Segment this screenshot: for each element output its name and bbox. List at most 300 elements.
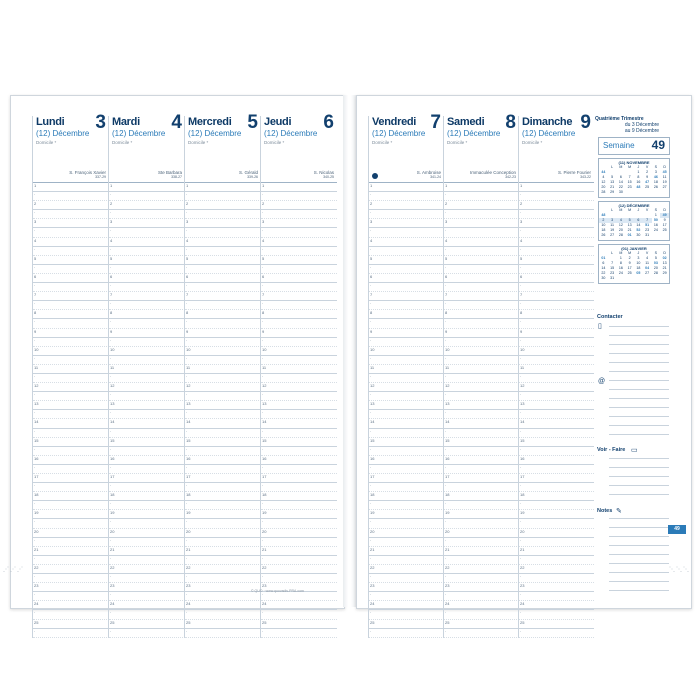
time-row[interactable]	[33, 238, 109, 247]
time-row[interactable]	[444, 264, 522, 274]
writing-line[interactable]	[609, 536, 669, 537]
time-row[interactable]	[369, 529, 444, 538]
time-row[interactable]	[519, 565, 594, 574]
time-row[interactable]	[185, 401, 261, 410]
time-row[interactable]	[185, 301, 264, 310]
time-row[interactable]	[369, 392, 447, 401]
time-row[interactable]	[519, 583, 594, 592]
time-row[interactable]	[185, 547, 261, 556]
writing-line[interactable]	[609, 581, 669, 582]
time-row[interactable]	[369, 574, 447, 583]
time-row[interactable]	[109, 628, 188, 638]
time-row[interactable]	[185, 373, 264, 383]
time-row[interactable]	[261, 447, 337, 456]
time-row[interactable]	[109, 483, 188, 492]
time-row[interactable]	[33, 519, 112, 528]
time-row[interactable]	[109, 246, 188, 256]
time-row[interactable]	[444, 537, 522, 547]
time-row[interactable]	[519, 283, 594, 292]
time-row[interactable]	[185, 438, 261, 447]
time-row[interactable]	[519, 501, 594, 510]
time-row[interactable]	[369, 410, 447, 419]
time-row[interactable]	[369, 610, 447, 619]
time-row[interactable]	[261, 338, 337, 347]
time-row[interactable]	[519, 365, 594, 374]
time-row[interactable]	[185, 419, 261, 428]
time-row[interactable]	[261, 492, 337, 501]
time-row[interactable]	[261, 292, 337, 301]
time-row[interactable]	[185, 355, 264, 365]
time-row[interactable]	[261, 519, 337, 528]
time-row[interactable]	[33, 592, 112, 601]
time-row[interactable]	[519, 338, 594, 347]
time-row[interactable]	[369, 492, 444, 501]
writing-line[interactable]	[609, 326, 669, 327]
time-row[interactable]	[261, 265, 337, 274]
time-row[interactable]	[109, 583, 185, 592]
time-row[interactable]	[33, 419, 109, 428]
time-row[interactable]	[369, 373, 447, 383]
time-row[interactable]	[261, 310, 337, 319]
time-row[interactable]	[444, 555, 522, 565]
time-row[interactable]	[33, 228, 112, 237]
time-row[interactable]	[261, 319, 337, 328]
time-row[interactable]	[33, 256, 109, 265]
time-row[interactable]	[369, 201, 444, 210]
time-row[interactable]	[261, 192, 337, 201]
time-row[interactable]	[444, 355, 522, 365]
time-row[interactable]	[444, 483, 522, 492]
time-row[interactable]	[261, 501, 337, 510]
time-row[interactable]	[519, 456, 594, 465]
time-row[interactable]	[33, 565, 109, 574]
time-row[interactable]	[109, 383, 185, 392]
time-row[interactable]	[519, 519, 594, 528]
time-row[interactable]	[444, 501, 522, 510]
time-row[interactable]	[33, 537, 112, 547]
time-row[interactable]	[444, 201, 519, 210]
time-row[interactable]	[33, 510, 109, 519]
time-row[interactable]	[33, 365, 109, 374]
time-row[interactable]	[369, 438, 444, 447]
time-row[interactable]	[185, 519, 264, 528]
time-row[interactable]	[185, 292, 261, 301]
time-row[interactable]	[444, 210, 522, 219]
writing-line[interactable]	[609, 527, 669, 528]
time-row[interactable]	[369, 319, 447, 328]
time-row[interactable]	[109, 537, 188, 547]
time-row[interactable]	[33, 410, 112, 419]
time-row[interactable]	[33, 392, 112, 401]
time-row[interactable]	[261, 429, 337, 438]
time-row[interactable]	[444, 464, 522, 474]
time-row[interactable]	[185, 555, 264, 565]
time-row[interactable]	[33, 620, 109, 629]
time-row[interactable]	[261, 565, 337, 574]
time-row[interactable]	[444, 337, 522, 347]
time-row[interactable]	[261, 410, 337, 419]
writing-line[interactable]	[609, 380, 669, 381]
time-row[interactable]	[519, 210, 594, 219]
time-row[interactable]	[261, 283, 337, 292]
time-row[interactable]	[369, 419, 444, 428]
time-row[interactable]	[185, 274, 261, 283]
time-row[interactable]	[519, 401, 594, 410]
time-row[interactable]	[33, 501, 112, 510]
time-row[interactable]	[109, 456, 185, 465]
time-row[interactable]	[369, 192, 447, 201]
time-row[interactable]	[109, 301, 188, 310]
time-row[interactable]	[369, 565, 444, 574]
time-row[interactable]	[261, 383, 337, 392]
time-row[interactable]	[519, 292, 594, 301]
time-row[interactable]	[33, 583, 109, 592]
time-row[interactable]	[444, 410, 522, 419]
time-row[interactable]	[369, 474, 444, 483]
time-row[interactable]	[109, 401, 185, 410]
time-row[interactable]	[369, 555, 447, 565]
time-row[interactable]	[185, 628, 264, 638]
time-row[interactable]	[519, 201, 594, 210]
time-row[interactable]	[109, 529, 185, 538]
time-row[interactable]	[109, 419, 185, 428]
time-row[interactable]	[109, 428, 188, 438]
time-row[interactable]	[109, 410, 188, 419]
time-row[interactable]	[369, 210, 447, 219]
time-row[interactable]	[261, 547, 337, 556]
writing-line[interactable]	[609, 425, 669, 426]
time-row[interactable]	[109, 592, 188, 601]
time-row[interactable]	[519, 301, 594, 310]
time-row[interactable]	[261, 601, 337, 610]
time-row[interactable]	[33, 283, 112, 292]
time-row[interactable]	[261, 201, 337, 210]
time-row[interactable]	[519, 483, 594, 492]
time-row[interactable]	[369, 446, 447, 456]
time-row[interactable]	[261, 183, 337, 192]
writing-line[interactable]	[609, 485, 669, 486]
time-row[interactable]	[369, 519, 447, 528]
time-row[interactable]	[33, 319, 112, 328]
time-row[interactable]	[444, 383, 519, 392]
time-row[interactable]	[185, 228, 264, 237]
writing-line[interactable]	[609, 353, 669, 354]
time-row[interactable]	[185, 264, 264, 274]
time-row[interactable]	[444, 592, 522, 601]
time-row[interactable]	[33, 610, 112, 619]
time-row[interactable]	[185, 201, 261, 210]
writing-line[interactable]	[609, 545, 669, 546]
time-row[interactable]	[185, 410, 264, 419]
time-row[interactable]	[109, 228, 188, 237]
time-row[interactable]	[444, 601, 519, 610]
time-row[interactable]	[444, 519, 522, 528]
time-row[interactable]	[185, 210, 264, 219]
time-row[interactable]	[109, 601, 185, 610]
time-row[interactable]	[33, 347, 109, 356]
time-row[interactable]	[261, 401, 337, 410]
time-row[interactable]	[109, 547, 185, 556]
time-row[interactable]	[519, 629, 594, 638]
time-row[interactable]	[369, 510, 444, 519]
time-row[interactable]	[185, 283, 264, 292]
writing-line[interactable]	[609, 389, 669, 390]
time-row[interactable]	[261, 329, 337, 338]
time-row[interactable]	[261, 356, 337, 365]
time-row[interactable]	[109, 192, 188, 201]
time-row[interactable]	[33, 474, 109, 483]
time-row[interactable]	[33, 264, 112, 274]
time-row[interactable]	[109, 238, 185, 247]
time-row[interactable]	[109, 365, 185, 374]
time-row[interactable]	[369, 464, 447, 474]
time-row[interactable]	[444, 392, 522, 401]
time-row[interactable]	[519, 620, 594, 629]
time-row[interactable]	[185, 310, 261, 319]
time-row[interactable]	[109, 274, 185, 283]
time-row[interactable]	[33, 456, 109, 465]
time-row[interactable]	[261, 474, 337, 483]
time-row[interactable]	[33, 201, 109, 210]
time-row[interactable]	[109, 292, 185, 301]
time-row[interactable]	[369, 501, 447, 510]
time-row[interactable]	[109, 264, 188, 274]
time-row[interactable]	[261, 347, 337, 356]
time-row[interactable]	[109, 283, 188, 292]
time-row[interactable]	[109, 256, 185, 265]
time-row[interactable]	[33, 183, 109, 192]
time-row[interactable]	[369, 274, 444, 283]
writing-line[interactable]	[609, 518, 669, 519]
writing-line[interactable]	[609, 554, 669, 555]
time-row[interactable]	[444, 428, 522, 438]
time-row[interactable]	[261, 365, 337, 374]
time-row[interactable]	[369, 219, 444, 228]
time-row[interactable]	[185, 219, 261, 228]
time-row[interactable]	[261, 392, 337, 401]
time-row[interactable]	[369, 583, 444, 592]
time-row[interactable]	[185, 510, 261, 519]
time-row[interactable]	[261, 301, 337, 310]
time-row[interactable]	[519, 183, 594, 192]
time-row[interactable]	[261, 256, 337, 265]
time-row[interactable]	[185, 383, 261, 392]
time-row[interactable]	[519, 310, 594, 319]
time-row[interactable]	[369, 283, 447, 292]
time-row[interactable]	[33, 192, 112, 201]
time-row[interactable]	[33, 483, 112, 492]
time-row[interactable]	[109, 347, 185, 356]
time-row[interactable]	[185, 428, 264, 438]
writing-line[interactable]	[609, 407, 669, 408]
time-row[interactable]	[185, 337, 264, 347]
time-row[interactable]	[33, 355, 112, 365]
time-row[interactable]	[185, 592, 264, 601]
time-row[interactable]	[261, 629, 337, 638]
time-row[interactable]	[185, 492, 261, 501]
time-row[interactable]	[519, 228, 594, 237]
time-row[interactable]	[185, 392, 264, 401]
time-row[interactable]	[261, 228, 337, 237]
time-row[interactable]	[185, 601, 261, 610]
time-row[interactable]	[519, 392, 594, 401]
time-row[interactable]	[519, 592, 594, 601]
time-row[interactable]	[109, 319, 188, 328]
time-row[interactable]	[261, 247, 337, 256]
time-row[interactable]	[519, 374, 594, 383]
time-row[interactable]	[185, 583, 261, 592]
time-row[interactable]	[369, 256, 444, 265]
time-row[interactable]	[519, 465, 594, 474]
time-row[interactable]	[109, 219, 185, 228]
time-row[interactable]	[369, 547, 444, 556]
writing-line[interactable]	[609, 458, 669, 459]
time-row[interactable]	[185, 347, 261, 356]
writing-line[interactable]	[609, 572, 669, 573]
time-row[interactable]	[444, 238, 519, 247]
time-row[interactable]	[444, 283, 522, 292]
time-row[interactable]	[444, 438, 519, 447]
time-row[interactable]	[185, 192, 264, 201]
time-row[interactable]	[444, 419, 519, 428]
writing-line[interactable]	[609, 434, 669, 435]
time-row[interactable]	[109, 310, 185, 319]
time-row[interactable]	[109, 438, 185, 447]
time-row[interactable]	[109, 446, 188, 456]
time-row[interactable]	[261, 483, 337, 492]
time-row[interactable]	[109, 501, 188, 510]
time-row[interactable]	[185, 565, 261, 574]
time-row[interactable]	[185, 365, 261, 374]
time-row[interactable]	[369, 355, 447, 365]
time-row[interactable]	[444, 228, 522, 237]
time-row[interactable]	[519, 192, 594, 201]
time-row[interactable]	[444, 474, 519, 483]
time-row[interactable]	[109, 620, 185, 629]
time-row[interactable]	[33, 329, 109, 338]
time-row[interactable]	[444, 565, 519, 574]
time-row[interactable]	[519, 274, 594, 283]
writing-line[interactable]	[609, 590, 669, 591]
time-row[interactable]	[109, 519, 188, 528]
time-row[interactable]	[369, 537, 447, 547]
time-row[interactable]	[444, 610, 522, 619]
time-row[interactable]	[369, 292, 444, 301]
time-row[interactable]	[33, 446, 112, 456]
time-row[interactable]	[185, 483, 264, 492]
writing-line[interactable]	[609, 335, 669, 336]
time-row[interactable]	[444, 547, 519, 556]
time-row[interactable]	[185, 456, 261, 465]
time-row[interactable]	[33, 246, 112, 256]
time-row[interactable]	[261, 529, 337, 538]
time-row[interactable]	[261, 620, 337, 629]
time-row[interactable]	[109, 329, 185, 338]
writing-line[interactable]	[609, 416, 669, 417]
time-row[interactable]	[519, 447, 594, 456]
time-row[interactable]	[519, 265, 594, 274]
time-row[interactable]	[369, 383, 444, 392]
time-row[interactable]	[444, 292, 519, 301]
time-row[interactable]	[261, 574, 337, 583]
time-row[interactable]	[519, 256, 594, 265]
time-row[interactable]	[444, 329, 519, 338]
time-row[interactable]	[261, 556, 337, 565]
time-row[interactable]	[261, 456, 337, 465]
time-row[interactable]	[369, 301, 447, 310]
time-row[interactable]	[369, 264, 447, 274]
time-row[interactable]	[185, 256, 261, 265]
time-row[interactable]	[369, 246, 447, 256]
time-row[interactable]	[444, 446, 522, 456]
time-row[interactable]	[444, 456, 519, 465]
time-row[interactable]	[444, 301, 522, 310]
time-row[interactable]	[444, 510, 519, 519]
time-row[interactable]	[369, 238, 444, 247]
time-row[interactable]	[33, 428, 112, 438]
time-row[interactable]	[109, 355, 188, 365]
time-row[interactable]	[185, 574, 264, 583]
time-row[interactable]	[369, 183, 444, 192]
time-row[interactable]	[444, 529, 519, 538]
time-row[interactable]	[109, 492, 185, 501]
time-row[interactable]	[185, 319, 264, 328]
time-row[interactable]	[33, 555, 112, 565]
time-row[interactable]	[369, 428, 447, 438]
time-row[interactable]	[519, 219, 594, 228]
time-row[interactable]	[519, 538, 594, 547]
time-row[interactable]	[519, 319, 594, 328]
time-row[interactable]	[33, 438, 109, 447]
time-row[interactable]	[444, 192, 522, 201]
writing-line[interactable]	[609, 467, 669, 468]
time-row[interactable]	[519, 383, 594, 392]
time-row[interactable]	[444, 401, 519, 410]
time-row[interactable]	[185, 610, 264, 619]
time-row[interactable]	[261, 274, 337, 283]
time-row[interactable]	[261, 238, 337, 247]
time-row[interactable]	[33, 310, 109, 319]
time-row[interactable]	[109, 610, 188, 619]
time-row[interactable]	[261, 374, 337, 383]
writing-line[interactable]	[609, 476, 669, 477]
time-row[interactable]	[519, 574, 594, 583]
time-row[interactable]	[519, 547, 594, 556]
time-row[interactable]	[33, 210, 112, 219]
time-row[interactable]	[261, 538, 337, 547]
time-row[interactable]	[261, 610, 337, 619]
time-row[interactable]	[261, 438, 337, 447]
time-row[interactable]	[109, 464, 188, 474]
time-row[interactable]	[33, 547, 109, 556]
time-row[interactable]	[109, 510, 185, 519]
time-row[interactable]	[109, 210, 188, 219]
time-row[interactable]	[369, 601, 444, 610]
time-row[interactable]	[519, 238, 594, 247]
writing-line[interactable]	[609, 362, 669, 363]
time-row[interactable]	[519, 492, 594, 501]
time-row[interactable]	[444, 256, 519, 265]
time-row[interactable]	[519, 247, 594, 256]
writing-line[interactable]	[609, 344, 669, 345]
time-row[interactable]	[261, 510, 337, 519]
time-row[interactable]	[444, 310, 519, 319]
time-row[interactable]	[33, 274, 109, 283]
time-row[interactable]	[33, 301, 112, 310]
time-row[interactable]	[369, 347, 444, 356]
time-row[interactable]	[185, 238, 261, 247]
time-row[interactable]	[33, 383, 109, 392]
